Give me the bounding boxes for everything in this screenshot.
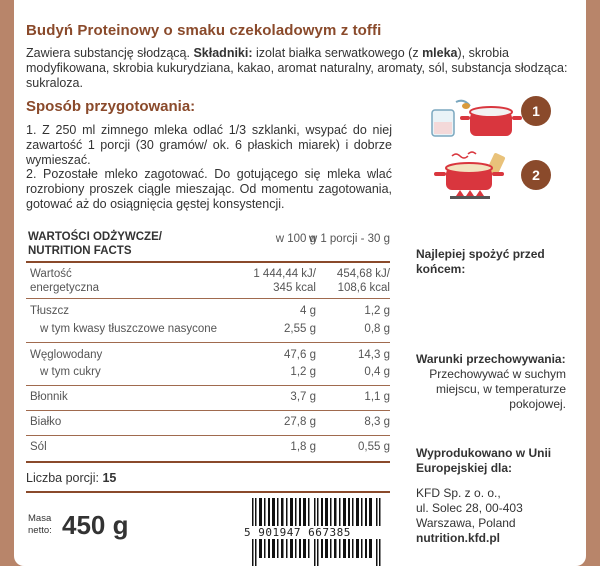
company-website: nutrition.kfd.pl [416,531,500,545]
net-mass-label-line1: Masa [28,513,52,524]
divider [26,491,390,493]
net-mass-value: 450 g [62,510,129,540]
value-portion-kcal: 108,6 kcal [337,282,390,294]
value-portion: 0,4 g [364,366,390,378]
divider [26,298,390,299]
nutrient-name-line2: energetyczna [30,282,100,294]
product-title: Budyń Proteinowy o smaku czekoladowym z toffi [26,22,382,39]
value-100g [236,267,316,295]
nutrition-header-line2: NUTRITION FACTS [28,245,132,257]
value-100g: 4 g [300,305,316,317]
storage-text: Przechowywać w suchym miejscu, w temperaturze pokojowej. [429,367,566,411]
best-before-label: Najlepiej spożyć przed końcem: [416,247,545,276]
nutrient-name-line1: Wartość [30,268,72,280]
pour-milk-illustration-icon [426,96,526,142]
nutrient-name: Sól [30,441,47,453]
storage-title: Warunki przechowywania: [416,352,566,366]
col-header-portion: w 1 porcji - 30 g [308,233,390,245]
best-before [416,247,566,277]
value-portion: 0,55 g [358,441,390,453]
divider [26,410,390,411]
value-portion [326,267,390,295]
value-portion: 0,8 g [364,323,390,335]
value-portion: 8,3 g [364,416,390,428]
portions-count [26,471,116,485]
ingredients-text [26,46,578,91]
value-100g-kj: 1 444,44 kJ/ [253,268,316,280]
value-100g: 1,8 g [290,441,316,453]
nutrient-name: Tłuszcz [30,305,69,317]
cooking-pot-illustration-icon [430,150,526,202]
nutrition-header-line1: WARTOŚCI ODŻYWCZE/ [28,231,162,243]
produced-title: Wyprodukowano w Unii Europejskiej dla: [416,446,552,475]
step-2-badge: 2 [521,160,551,190]
sweetener-note: Zawiera substancję słodzącą. [26,46,190,60]
col-header-100g: w 100 g [275,233,316,245]
preparation-step-1: 1. Z 250 ml zimnego mleka odlać 1/3 szklanki, wsypać do niej zawartość 1 porcji (30 gramów/ ok. 6 płaskich miarek) i dobrze wymieszać. [26,123,392,167]
value-portion: 14,3 g [358,349,390,361]
divider [26,435,390,436]
value-100g: 1,2 g [290,366,316,378]
barcode-number: 5 901947 667385 [244,526,392,539]
step-1-badge: 1 [521,96,551,126]
net-mass-label-line2: netto: [28,525,52,536]
value-100g: 47,6 g [284,349,316,361]
value-portion: 1,2 g [364,305,390,317]
storage-conditions [416,352,566,412]
preparation-step-2: 2. Pozostałe mleko zagotować. Do gotującego się mleka wlać rozrobiony proszek ciągle mieszając. Od momentu zagotowania, gotować aż do osiągnięcia gęstej konsystencji. [26,167,392,211]
value-portion-kj: 454,68 kJ/ [336,268,390,280]
company-address-line2: Warszawa, Poland [416,516,516,530]
nutrient-name: Białko [30,416,62,428]
allergen-milk: mleka [422,46,458,60]
nutrient-name: w tym cukry [40,366,101,378]
net-mass-label [28,513,52,537]
nutrient-name: Węglowodany [30,349,103,361]
divider [26,461,390,463]
preparation-title: Sposób przygotowania: [26,98,196,115]
divider [26,342,390,343]
ingredients-part2: ), skrobia modyfikowana, skrobia kukurydziana, kakao, aromat naturalny, aromaty, sól, substancja słodząca: sukraloza. [26,46,568,90]
value-portion: 1,1 g [364,391,390,403]
divider [26,385,390,386]
company-address-line1: ul. Solec 28, 00-403 [416,501,523,515]
nutrient-name: w tym kwasy tłuszczowe nasycone [40,323,218,335]
value-100g: 2,55 g [284,323,316,335]
nutrient-name: Błonnik [30,391,68,403]
company-name: KFD Sp. z o. o., [416,486,501,500]
divider [26,261,390,263]
ingredients-label: Składniki: [193,46,253,60]
nutrient-name [30,267,99,295]
value-100g-kcal: 345 kcal [273,282,316,294]
portions-value: 15 [102,471,117,485]
portions-label: Liczba porcji: [26,471,99,485]
value-100g: 3,7 g [290,391,316,403]
ingredients-part1: izolat białka serwatkowego (z [256,46,419,60]
nutrition-header [28,230,162,258]
value-100g: 27,8 g [284,416,316,428]
producer-info [416,446,566,546]
